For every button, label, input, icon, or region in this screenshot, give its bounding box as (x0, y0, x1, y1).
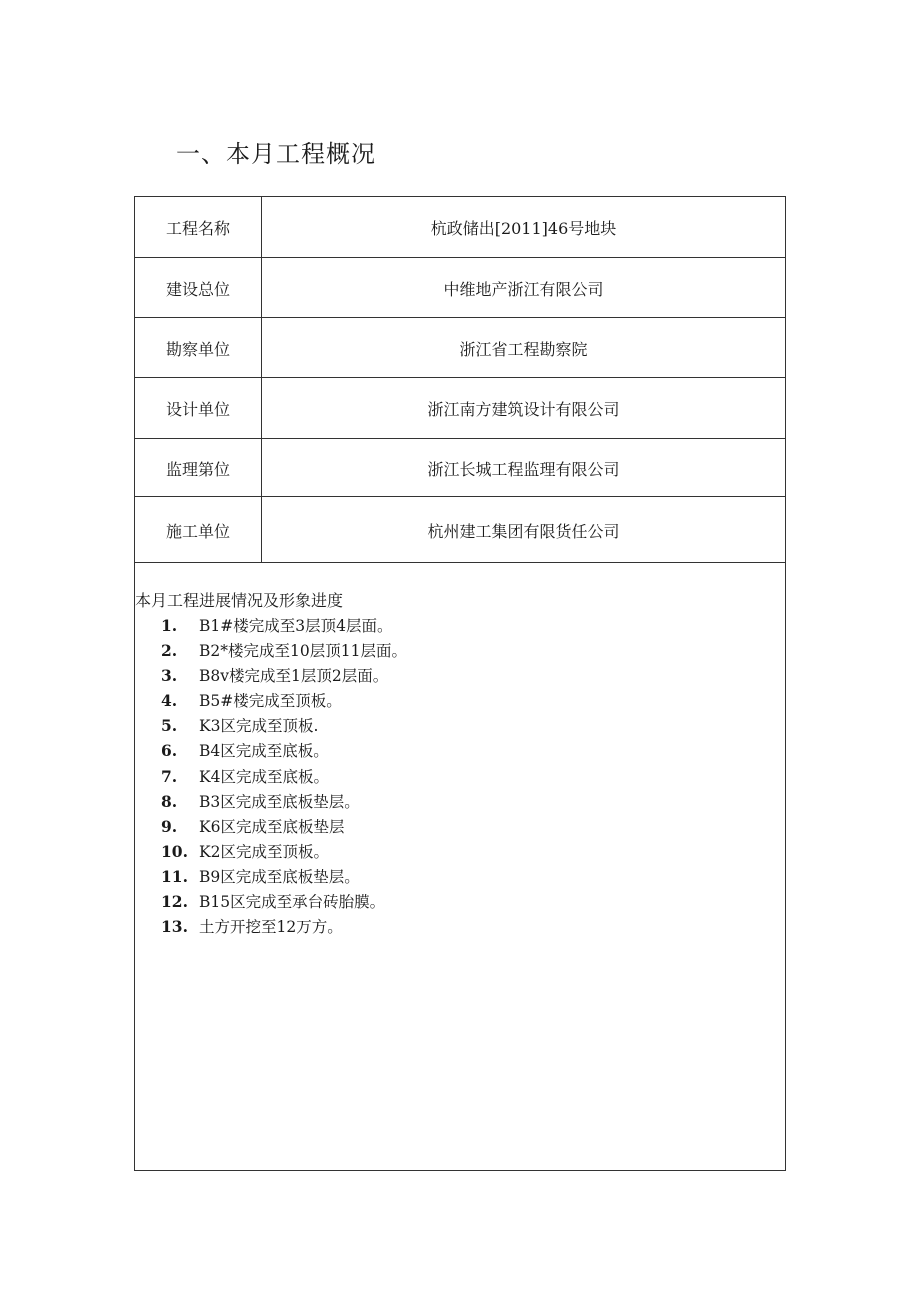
table-row (135, 318, 785, 378)
row-label: 施工单位 (135, 497, 262, 562)
item-text: K4区完成至底板。 (199, 767, 329, 786)
row-value: 浙江省工程勘察院 (459, 339, 588, 359)
row-value: 杭州建工集团有限货任公司 (427, 521, 620, 541)
row-label: 设计单位 (135, 378, 262, 438)
progress-title: 本月工程进展情况及形象进度 (135, 591, 344, 610)
project-overview-table (134, 196, 786, 1171)
item-number: 6. (161, 741, 178, 761)
row-label: 工程名称 (135, 197, 262, 257)
row-value: 浙江长城工程监理有限公司 (427, 459, 620, 479)
item-number: 11. (161, 866, 188, 886)
item-text: B3区完成至底板垫层。 (199, 792, 360, 811)
item-number: 9. (161, 816, 178, 836)
item-text: B9区完成至底板垫层。 (199, 867, 360, 886)
item-number: 12. (161, 892, 188, 912)
item-text: B15区完成至承台砖胎膜。 (199, 893, 386, 912)
item-text: K3区完成至顶板. (199, 717, 319, 736)
row-label: 建设总位 (135, 258, 262, 317)
table-row (135, 439, 785, 497)
item-text: B1#楼完成至3层顶4层面。 (199, 617, 393, 635)
row-value: 浙江南方建筑设计有限公司 (427, 400, 620, 419)
item-text: B8v楼完成至1层顶2层面。 (199, 667, 389, 686)
item-number: 4. (161, 691, 178, 711)
item-number: 3. (161, 666, 178, 686)
item-text: B2*楼完成至10层顶11层面。 (199, 642, 407, 661)
table-row (135, 258, 785, 318)
row-value: 杭政储出[2011]46号地块 (430, 219, 617, 238)
row-label: 勘察单位 (135, 318, 262, 377)
item-text: 土方开挖至12万方。 (199, 918, 343, 937)
table-row (135, 197, 785, 258)
item-number: 1. (161, 616, 178, 635)
item-number: 2. (161, 641, 178, 661)
progress-section (135, 591, 785, 1170)
item-number: 5. (161, 716, 178, 736)
item-text: B5#楼完成至顶板。 (199, 692, 342, 711)
row-label: 监理第位 (135, 439, 262, 496)
item-number: 7. (161, 766, 178, 786)
item-number: 8. (161, 791, 178, 811)
item-number: 13. (161, 917, 188, 937)
item-text: K2区完成至顶板。 (199, 842, 329, 861)
item-number: 10. (161, 841, 188, 861)
row-value: 中维地产浙江有限公司 (443, 279, 604, 299)
item-text: K6区完成至底板垫层 (199, 817, 345, 836)
item-text: B4区完成至底板。 (199, 742, 329, 761)
table-row (135, 378, 785, 439)
table-row (135, 497, 785, 563)
section-heading: 一、本月工程概况 (176, 140, 376, 168)
